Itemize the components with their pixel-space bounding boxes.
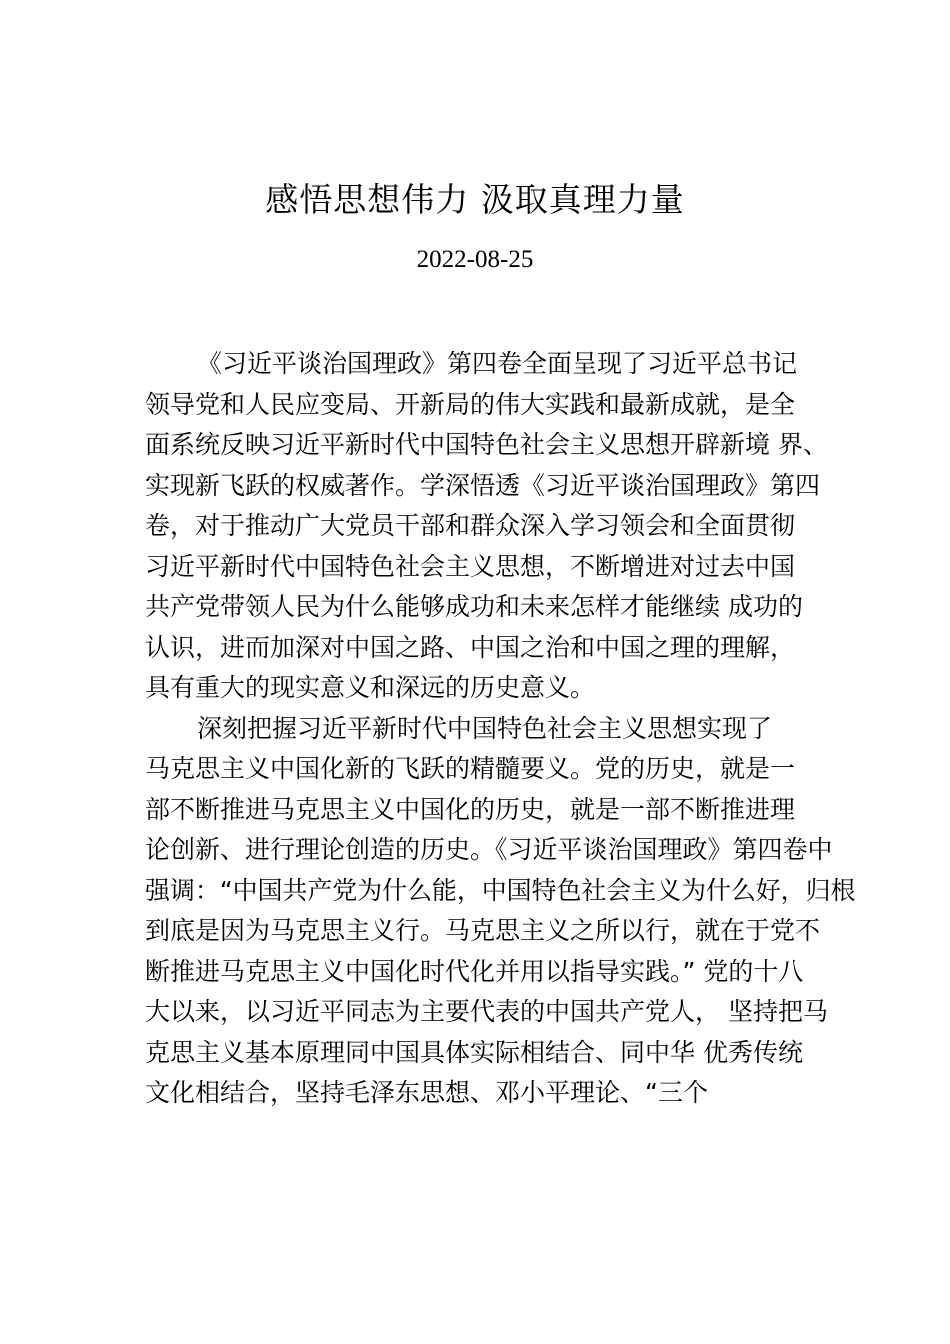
text-line: 论创新、进行理论创造的历史。《习近平谈治国理政》第四卷中: [145, 835, 833, 864]
text-line: 面系统反映习近平新时代中国特色社会主义思想开辟新境 界、: [145, 430, 828, 459]
article-date: 2022-08-25: [416, 246, 534, 273]
text-line: 具有重大的现实意义和深远的历史意义。: [145, 673, 596, 702]
paragraph-2: [145, 709, 856, 1114]
text-line: 部不断推进马克思主义中国化的历史，就是一部不断推进理: [145, 794, 796, 824]
text-line: 马克思主义中国化新的飞跃的精髓要义。党的历史，就是一: [145, 754, 796, 783]
paragraph-1: [145, 344, 835, 709]
text-line: 克思主义基本原理同中国具体实际相结合、同中华 优秀传统: [145, 1037, 803, 1067]
text-line: 共产党带领人民为什么能够成功和未来怎样才能继续 成功的: [145, 592, 803, 621]
text-line: 深刻把握习近平新时代中国特色社会主义思想实现了: [197, 713, 773, 743]
text-line: 认识，进而加深对中国之路、中国之治和中国之理的理解，: [145, 632, 796, 662]
text-line: 强调：“中国共产党为什么能，中国特色社会主义为什么好，归根: [145, 875, 856, 905]
text-line: 实现新飞跃的权威著作。学深悟透《习近平谈治国理政》第四: [145, 470, 821, 500]
article-body: [145, 344, 856, 1114]
text-line: 卷，对于推动广大党员干部和群众深入学习领会和全面贯彻: [145, 511, 796, 540]
text-line: 文化相结合，坚持毛泽东思想、邓小平理论、“三个: [145, 1078, 708, 1107]
text-line: 《习近平谈治国理政》第四卷全面呈现了习近平总书记: [197, 349, 798, 378]
text-line: 领导党和人民应变局、开新局的伟大实践和最新成就，是全: [145, 389, 796, 419]
text-line: 到底是因为马克思主义行。马克思主义之所以行，就在于党不: [145, 916, 821, 945]
article-title: 感悟思想伟力 汲取真理力量: [265, 180, 685, 219]
text-line: 断推进马克思主义中国化时代化并用以指导实践。” 党的十八: [145, 956, 804, 986]
text-line: 习近平新时代中国特色社会主义思想，不断增进对过去中国: [145, 551, 796, 581]
text-line: 大以来，以习近平同志为主要代表的中国共产党人， 坚持把马: [145, 997, 828, 1026]
